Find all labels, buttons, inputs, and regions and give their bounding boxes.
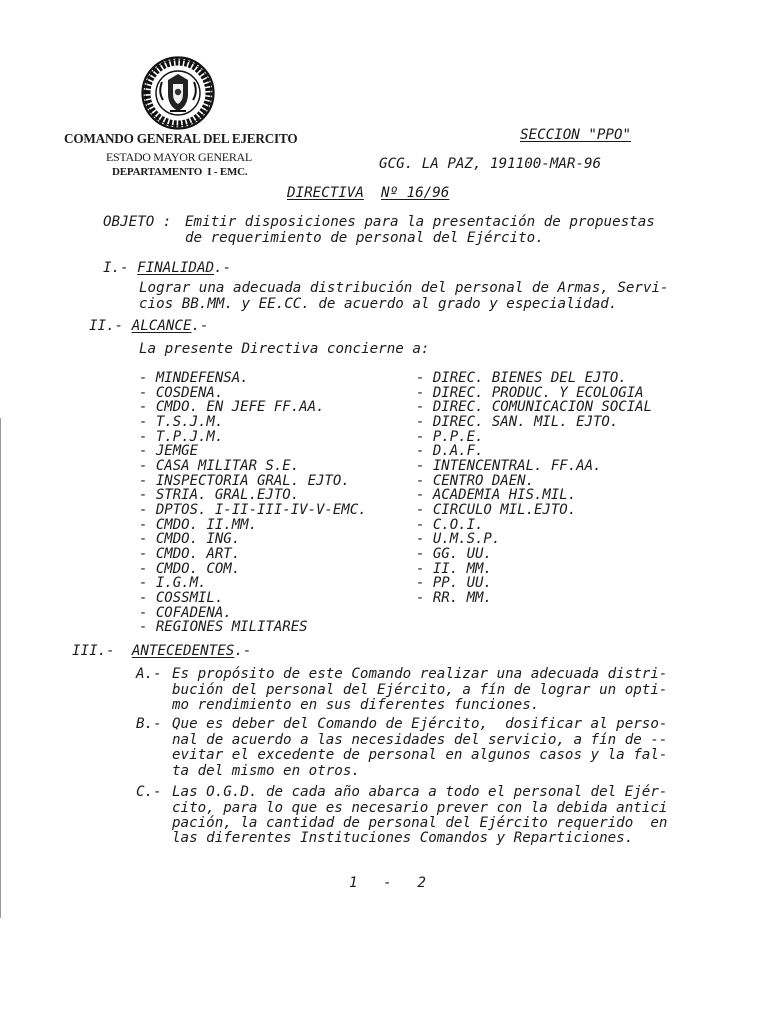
page-number: 1 - 2 (349, 875, 426, 891)
list-item: - INSPECTORIA GRAL. EJTO. (139, 472, 350, 489)
list-item: - GG. UU. (416, 545, 492, 562)
list-item: - INTENCENTRAL. FF.AA. (416, 457, 602, 474)
list-item: - COSSMIL. (139, 589, 224, 606)
item-c-line: pación, la cantidad de personal del Ejército requerido en (172, 815, 668, 831)
list-item: - DIREC. PRODUC. Y ECOLOGIA (416, 384, 644, 401)
list-item: - D.A.F. (416, 443, 484, 460)
list-item: - REGIONES MILITARES (139, 619, 308, 636)
list-item: - RR. MM. (416, 589, 492, 606)
list-item: - JEMGE (139, 443, 199, 460)
list-item: - COSDENA. (139, 384, 224, 401)
antecedentes-title: ANTECEDENTES (131, 643, 235, 659)
antecedentes-number: III.- (72, 643, 115, 659)
directive-label: DIRECTIVA (287, 185, 364, 201)
finalidad-line-2: cios BB.MM. y EE.CC. de acuerdo al grado y especialidad. (139, 296, 618, 312)
objeto-label: OBJETO : (103, 214, 172, 230)
list-item: - DIREC. SAN. MIL. EJTO. (416, 413, 619, 430)
list-item: - CMDO. ART. (139, 545, 241, 562)
alcance-right-list (416, 371, 652, 606)
item-b-line: ta del mismo en otros. (172, 763, 360, 779)
section-label: SECCION "PPO" (520, 127, 632, 143)
list-item: - ACADEMIA HIS.MIL. (416, 487, 577, 504)
list-item: - I.G.M. (139, 575, 207, 592)
item-c-line: cito, para lo que es necesario prever con la debida antici (172, 800, 668, 816)
item-b-line: nal de acuerdo a las necesidades del servicio, a fín de -- (172, 732, 668, 748)
command-heading: COMANDO GENERAL DEL EJERCITO (64, 131, 298, 146)
list-item: - II. MM. (416, 560, 492, 577)
scan-edge-line (0, 418, 1, 918)
item-c-line: Las O.G.D. de cada año abarca a todo el personal del Ejér- (172, 784, 668, 800)
directive-title (287, 186, 449, 201)
list-item: - CIRCULO MIL.EJTO. (416, 501, 577, 518)
list-item: - T.S.J.M. (139, 413, 224, 430)
list-item: - COFADENA. (139, 604, 232, 621)
alcance-number: II.- (89, 318, 124, 334)
list-item: - CMDO. COM. (139, 560, 241, 577)
list-item: - CMDO. ING. (139, 531, 241, 548)
list-item: - DIREC. COMUNICACION SOCIAL (416, 399, 653, 416)
list-item: - MINDEFENSA. (139, 370, 249, 386)
list-item: - PP. UU. (416, 575, 492, 592)
finalidad-heading: I.- FINALIDAD.- (103, 260, 232, 276)
finalidad-line-1: Lograr una adecuada distribución del personal de Armas, Servi- (139, 280, 669, 296)
item-a-line: Es propósito de este Comando realizar una adecuada distri- (172, 666, 668, 682)
list-item: - U.M.S.P. (416, 531, 501, 548)
list-item: - DIREC. BIENES DEL EJTO. (416, 370, 627, 386)
alcance-title: ALCANCE (131, 318, 192, 334)
list-item: - CASA MILITAR S.E. (139, 457, 300, 474)
item-c-line: las diferentes Instituciones Comandos y Reparticiones. (172, 830, 634, 846)
objeto-line-2: de requerimiento de personal del Ejército. (185, 230, 544, 246)
finalidad-number: I.- (103, 260, 129, 276)
department-heading: DEPARTAMENTO I - EMC. (112, 166, 248, 178)
list-item: - CENTRO DAEN. (416, 472, 535, 489)
list-item: - P.P.E. (416, 428, 484, 445)
item-a-line: mo rendimiento en sus diferentes funciones. (172, 697, 540, 713)
place-date: GCG. LA PAZ, 191100-MAR-96 (379, 156, 602, 172)
list-item: - CMDO. II.MM. (139, 516, 258, 533)
item-c-letter: C.- (136, 784, 162, 800)
finalidad-title: FINALIDAD (137, 260, 215, 276)
alcance-heading: II.- ALCANCE.- (89, 318, 209, 334)
alcance-left-list (139, 371, 367, 635)
item-b-letter: B.- (136, 716, 162, 732)
list-item: - C.O.I. (416, 516, 484, 533)
item-a-line: bución del personal del Ejército, a fín de lograr un opti- (172, 682, 668, 698)
list-item: - T.P.J.M. (139, 428, 224, 445)
item-b-line: evitar el excedente de personal en algunos casos y la fal- (172, 747, 668, 763)
objeto-line-1: Emitir disposiciones para la presentación de propuestas (185, 214, 655, 230)
item-b-line: Que es deber del Comando de Ejército, dosificar al perso- (172, 716, 668, 732)
army-seal-icon (141, 56, 215, 130)
list-item: - DPTOS. I-II-III-IV-V-EMC. (139, 501, 367, 518)
directive-number: Nº 16/96 (380, 185, 450, 201)
list-item: - STRIA. GRAL.EJTO. (139, 487, 300, 504)
list-item: - CMDO. EN JEFE FF.AA. (139, 399, 325, 416)
item-a-letter: A.- (136, 666, 162, 682)
alcance-intro: La presente Directiva concierne a: (139, 341, 430, 357)
staff-heading: ESTADO MAYOR GENERAL (106, 150, 252, 164)
antecedentes-heading: III.- ANTECEDENTES.- (72, 643, 252, 659)
